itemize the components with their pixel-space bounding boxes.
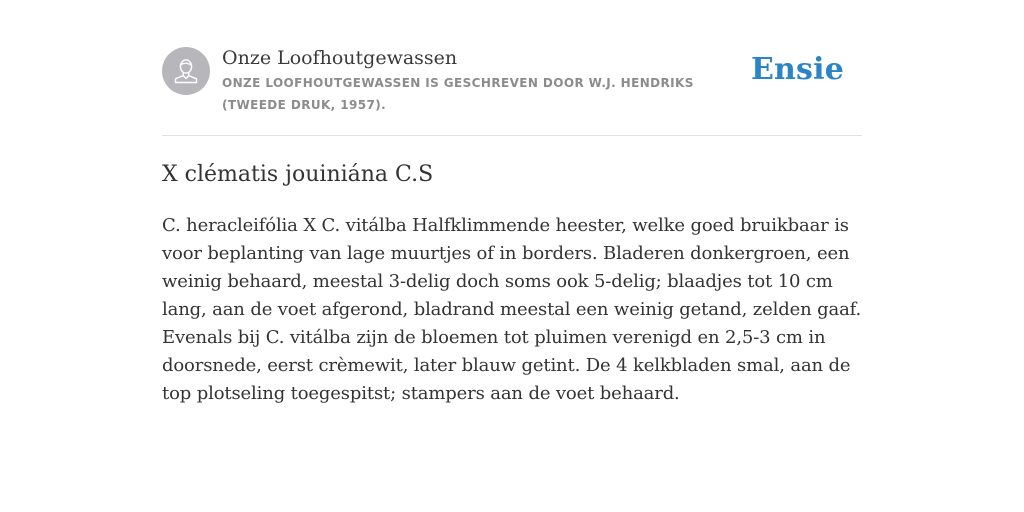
user-icon xyxy=(162,47,210,95)
entry-title: X clématis jouiniána C.S xyxy=(162,162,434,187)
entry-body: C. heracleifólia X C. vitálba Halfklimmende heester, welke goed bruikbaar is voor beplanting van lage muurtjes of in borders. Bladeren donkergroen, een weinig behaard, meestal 3-delig doch soms ook 5-delig; blaadjes tot 10 cm lang, aan de voet afgerond, bladrand meestal een weinig getand, zelden gaaf. Evenals bij C. vitálba zijn de bloemen tot pluimen verenigd en 2,5-3 cm in doorsnede, eerst crèmewit, later blauw getint. De 4 kelkbladen smal, aan de top plotseling toegespitst; stampers aan de voet behaard. xyxy=(162,215,862,404)
source-description: ONZE LOOFHOUTGEWASSEN IS GESCHREVEN DOOR W.J. HENDRIKS (TWEEDE DRUK, 1957). xyxy=(222,76,694,112)
divider xyxy=(162,135,862,136)
source-title[interactable]: Onze Loofhoutgewassen xyxy=(222,47,458,69)
source-header xyxy=(162,46,862,136)
ensie-logo-link[interactable]: Ensie xyxy=(750,52,844,87)
avatar[interactable] xyxy=(162,47,210,95)
